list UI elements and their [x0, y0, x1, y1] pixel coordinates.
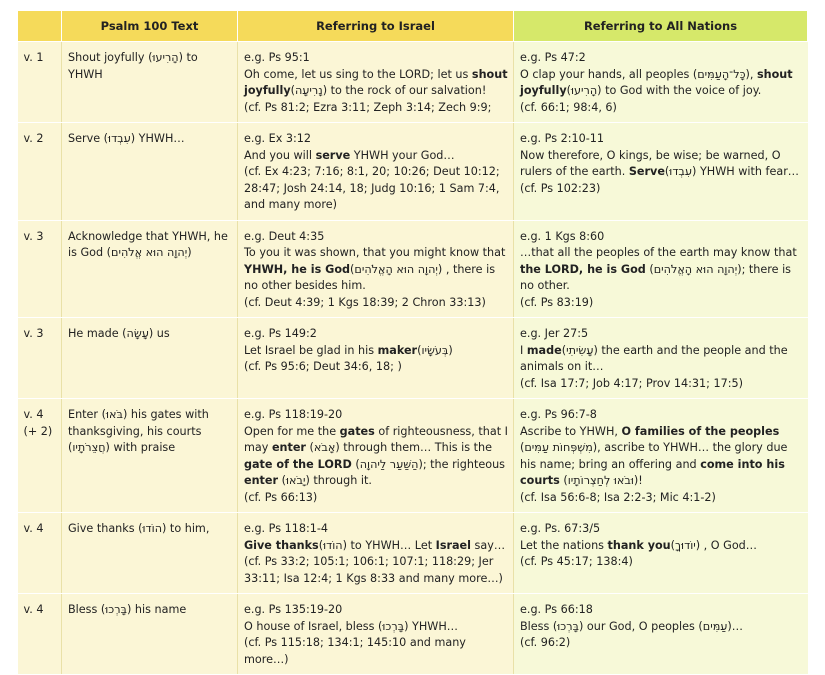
quote-text: (אָבֹא) through them… This is the	[309, 441, 493, 454]
verse-cell	[18, 513, 62, 594]
verse-cell	[18, 220, 62, 318]
reference: e.g. Ps. 67:3/5	[520, 522, 601, 535]
israel-cell	[238, 123, 514, 221]
israel-cell	[238, 318, 514, 399]
quote-text: (מִשְׁפְּחוֹת עַמִּים), ascribe to YHWH… the glory due his name; bring an offering and	[520, 441, 788, 471]
key-phrase: serve	[315, 148, 351, 162]
reference: e.g. Deut 4:35	[244, 229, 325, 243]
cross-references: (cf. Isa 56:6-8; Isa 2:2-3; Mic 4:1-2)	[520, 490, 716, 504]
quote-text: I	[520, 343, 524, 357]
reference: e.g. Ps 118:19-20	[244, 408, 343, 421]
nations-cell	[514, 594, 808, 675]
israel-cell	[238, 399, 514, 513]
israel-cell	[238, 42, 514, 123]
reference: e.g. Ps 66:18	[520, 603, 593, 616]
key-phrase: enter	[271, 441, 306, 454]
verse-label: v. 3	[23, 327, 44, 340]
quote-text: Let the nations	[520, 538, 604, 552]
key-phrase: maker	[377, 343, 418, 357]
verse-label: v. 1	[23, 51, 44, 64]
verse-label: v. 2	[23, 132, 44, 145]
verse-cell	[18, 123, 62, 221]
key-phrase: shout joyfully	[244, 67, 508, 97]
quote-text: (בְּעֹשָׂיו)	[417, 343, 453, 357]
quote-text: (נָרִיעָה) to the rock of our salvation!	[290, 84, 487, 97]
quote-text: (יְהוָה הוּא הָאֱלֹהִים) , there is no other besides him.	[244, 262, 496, 292]
header-psalm-text: Psalm 100 Text	[62, 11, 238, 42]
psalm-text-cell: Serve (עִבְדוּ) YHWH…	[62, 123, 238, 221]
cross-references: (cf. Ps 83:19)	[520, 295, 594, 309]
verse-label: v. 3	[23, 229, 44, 243]
quote-text: (הַשַּׁעַר לַיהוָה); the righteous	[355, 457, 506, 471]
table-row	[18, 318, 808, 399]
header-verse	[18, 11, 62, 42]
verse-cell	[18, 318, 62, 399]
reference: e.g. Ps 95:1	[244, 51, 310, 64]
cross-references: (cf. Ps 45:17; 138:4)	[520, 555, 633, 568]
comparison-table-container	[17, 10, 807, 675]
quote-text: (עִבְדוּ) YHWH with fear…	[664, 165, 799, 178]
verse-label: v. 4	[23, 522, 44, 535]
reference: e.g. Ps 96:7-8	[520, 408, 597, 421]
psalm-text-cell: Enter (בֹּאוּ) his gates with thanksgiving, his courts (חֲצֵרֹתָיו) with praise	[62, 399, 238, 513]
quote-text: YHWH your God…	[353, 148, 455, 162]
quote-text: (עָשִׂיתִי) the earth and the people and the animals on it…	[520, 343, 788, 373]
quote-text: To you it was shown, that you might know that	[244, 246, 506, 259]
quote-text: (הָרִיעוּ) to God with the voice of joy.	[566, 84, 762, 97]
key-phrase: the LORD, he is God	[520, 262, 646, 276]
cross-references: (cf. Isa 17:7; Job 4:17; Prov 14:31; 17:5)	[520, 376, 743, 390]
cross-references: (cf. Ps 33:2; 105:1; 106:1; 107:1; 118:29; Jer 33:11; Isa 12:4; 1 Kgs 8:33 and many more…)	[244, 555, 503, 585]
reference: e.g. Ps 118:1-4	[244, 522, 328, 535]
israel-cell	[238, 220, 514, 318]
reference: e.g. Ps 47:2	[520, 51, 586, 64]
quote-text: (יָבֹאוּ) through it.	[281, 474, 372, 487]
key-phrase: made	[526, 343, 562, 357]
quote-text: Now therefore, O kings, be wise; be warned, O rulers of the earth.	[520, 148, 781, 178]
israel-cell	[238, 594, 514, 675]
quote-text: say…	[474, 538, 506, 552]
reference: e.g. Ps 2:10-11	[520, 132, 604, 145]
reference: e.g. 1 Kgs 8:60	[520, 229, 605, 243]
quote-text: (יוֹדוּךָ) , O God…	[670, 538, 757, 552]
cross-references: (cf. Ps 66:13)	[244, 490, 318, 504]
reference: e.g. Ps 149:2	[244, 327, 317, 340]
table-row	[18, 220, 808, 318]
reference: e.g. Jer 27:5	[520, 327, 589, 340]
psalm-text-cell: Acknowledge that YHWH, he is God (יְהוָה הוּא אֱלֹהִים)	[62, 220, 238, 318]
cross-references: (cf. Ps 102:23)	[520, 181, 601, 195]
quote-text: Oh come, let us sing to the LORD; let us	[244, 67, 469, 81]
header-nations: Referring to All Nations	[514, 11, 808, 42]
cross-references: (cf. Ps 115:18; 134:1; 145:10 and many more…)	[244, 636, 466, 666]
key-phrase: O families of the peoples	[621, 424, 780, 438]
quote-text: …that all the peoples of the earth may know that	[520, 246, 797, 259]
cross-references: (cf. Deut 4:39; 1 Kgs 18:39; 2 Chron 33:13)	[244, 295, 486, 309]
key-phrase: come into his courts	[520, 457, 785, 487]
israel-cell	[238, 513, 514, 594]
quote-text: (הוֹדוּ) to YHWH… Let	[318, 538, 433, 552]
cross-references: (cf. 66:1; 98:4, 6)	[520, 100, 617, 114]
psalm-text-cell: He made (עָשָׂה) us	[62, 318, 238, 399]
quote-text: of righteousness, that I may	[244, 424, 508, 454]
quote-text: Open for me the	[244, 424, 337, 438]
table-row	[18, 123, 808, 221]
cross-references: (cf. Ps 81:2; Ezra 3:11; Zeph 3:14; Zech 9:9;	[244, 100, 492, 114]
psalm-100-comparison-table	[17, 10, 808, 675]
nations-cell	[514, 318, 808, 399]
reference: e.g. Ps 135:19-20	[244, 603, 343, 616]
key-phrase: shout joyfully	[520, 67, 793, 97]
verse-cell	[18, 42, 62, 123]
verse-cell	[18, 399, 62, 513]
cross-references: (cf. Ps 95:6; Deut 34:6, 18; )	[244, 360, 402, 373]
nations-cell	[514, 399, 808, 513]
verse-cell	[18, 594, 62, 675]
nations-cell	[514, 220, 808, 318]
key-phrase: Give thanks	[244, 538, 319, 552]
cross-references: (cf. Ex 4:23; 7:16; 8:1, 20; 10:26; Deut 10:12; 28:47; Josh 24:14, 18; Judg 10:16; 1 Sam 7:4, and many more)	[244, 165, 500, 211]
quote-text: And you will	[244, 148, 312, 162]
table-row	[18, 513, 808, 594]
table-row	[18, 399, 808, 513]
quote-text: Bless (בָּרְכוּ) our God, O peoples (עַמִּים)…	[520, 619, 743, 633]
reference: e.g. Ex 3:12	[244, 132, 312, 145]
psalm-text-cell: Give thanks (הוֹדוּ) to him,	[62, 513, 238, 594]
nations-cell	[514, 123, 808, 221]
key-phrase: gates	[339, 424, 375, 438]
key-phrase: thank you	[607, 538, 671, 552]
quote-text: (יְהוָה הוּא הָאֱלֹהִים); there is no other.	[520, 262, 792, 292]
table-row	[18, 594, 808, 675]
key-phrase: enter	[244, 474, 279, 487]
quote-text: O clap your hands, all peoples (כָּל־הָעַמִּים),	[520, 67, 754, 81]
table-row	[18, 42, 808, 123]
quote-text: Let Israel be glad in his	[244, 343, 375, 357]
verse-label-extra: (+ 2)	[23, 424, 53, 438]
verse-label: v. 4	[23, 603, 44, 616]
key-phrase: gate of the LORD	[244, 457, 352, 471]
header-row	[18, 11, 808, 42]
key-phrase: YHWH, he is God	[244, 262, 351, 276]
header-israel: Referring to Israel	[238, 11, 514, 42]
key-phrase: Serve	[628, 165, 665, 178]
quote-text: O house of Israel, bless (בָּרְכוּ) YHWH…	[244, 619, 458, 633]
key-phrase: Israel	[435, 538, 471, 552]
psalm-text-cell: Shout joyfully (הָרִיעוּ) to YHWH	[62, 42, 238, 123]
cross-references: (cf. 96:2)	[520, 636, 571, 649]
quote-text: Ascribe to YHWH,	[520, 424, 618, 438]
quote-text: (וּבֹאוּ לְחַצְרוֹתָיו)!	[563, 474, 643, 487]
nations-cell	[514, 42, 808, 123]
nations-cell	[514, 513, 808, 594]
psalm-text-cell: Bless (בָּרְכוּ) his name	[62, 594, 238, 675]
verse-label: v. 4	[23, 408, 44, 421]
